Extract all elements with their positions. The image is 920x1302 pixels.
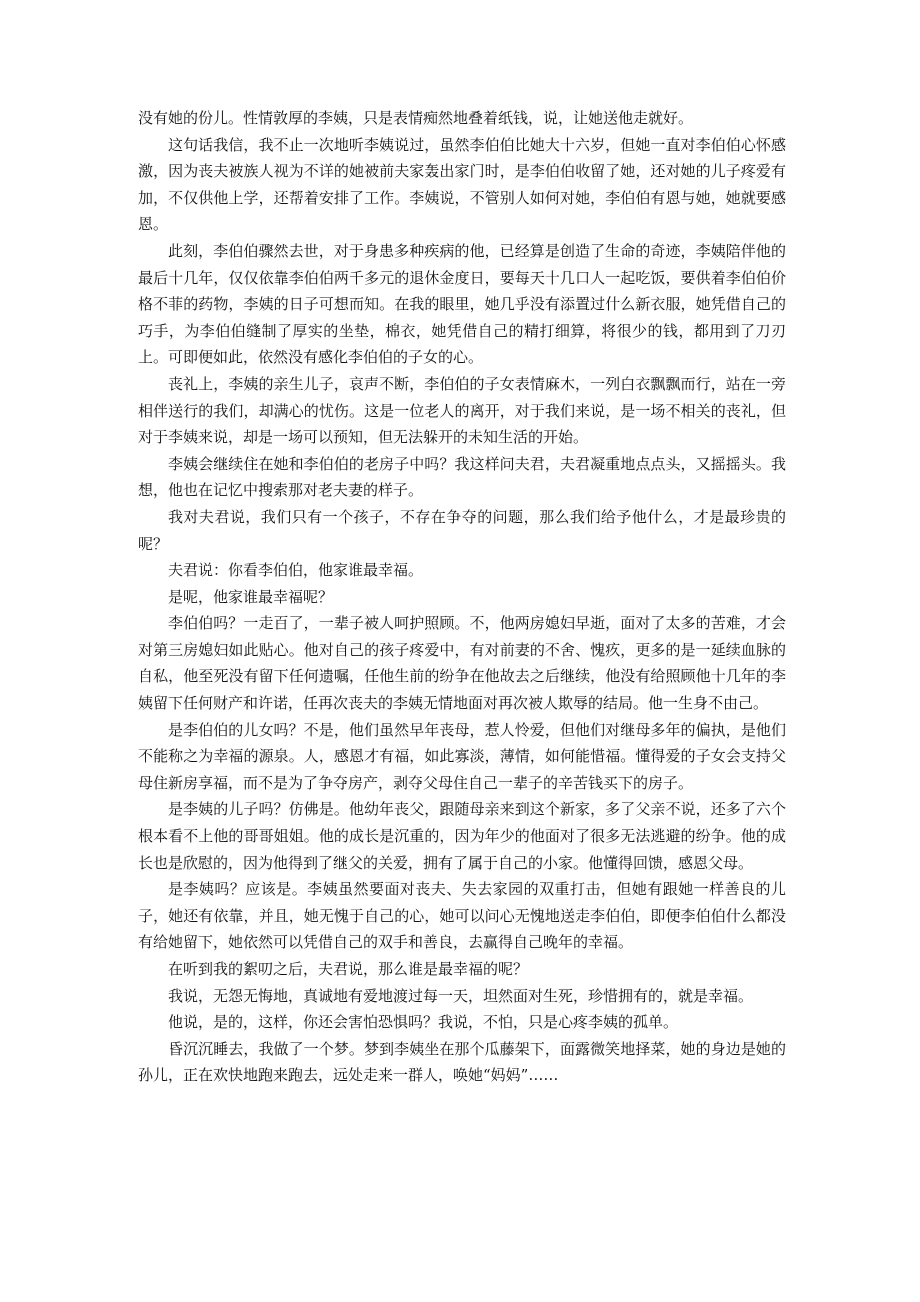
paragraph-6: 我对夫君说，我们只有一个孩子，不存在争夺的问题，那么我们给予他什么，才是最珍贵的呢？ [138,507,786,553]
paragraph-12: 是李姨吗？应该是。李姨虽然要面对丧夫、失去家园的双重打击，但她有跟她一样善良的儿子，她还有依靠，并且，她无愧于自己的心，她可以问心无愧地送走李伯伯，即便李伯伯什么都没有给她留下，她依然可以凭借自己的双手和善良，去赢得自己晚年的幸福。 [138,880,786,952]
paragraph-8: 是呢，他家谁最幸福呢？ [168,587,334,606]
paragraph-3: 此刻，李伯伯骤然去世，对于身患多种疾病的他，已经算是创造了生命的奇迹，李姨陪伴他的最后十几年，仅仅依靠李伯伯两千多元的退休金度日，要每天十几口人一起吃饭，要供着李伯伯价格不菲的药物，李姨的日子可想而知。在我的眼里，她几乎没有添置过什么新衣服，她凭借自己的巧手，为李伯伯缝制了厚实的坐垫，棉衣，她凭借自己的精打细算，将很少的钱，都用到了刀刃上。可即便如此，依然没有感化李伯伯的子女的心。 [138,241,786,367]
paragraph-14: 我说，无怨无悔地，真诚地有爱地渡过每一天，坦然面对生死，珍惜拥有的，就是幸福。 [168,986,754,1005]
paragraph-13: 在听到我的絮叨之后，夫君说，那么谁是最幸福的呢？ [168,960,529,978]
paragraph-11: 是李姨的儿子吗？仿佛是。他幼年丧父，跟随母亲来到这个新家，多了父亲不说，还多了六个根本看不上他的哥哥姐姐。他的成长是沉重的，因为年少的他面对了很多无法逃避的纷争。他的成长也是欣慰的，因为他得到了继父的关爱，拥有了属于自己的小家。他懂得回馈，感恩父母。 [138,800,786,872]
paragraph-5: 李姨会继续住在她和李伯伯的老房子中吗？我这样问夫君，夫君凝重地点点头，又摇摇头。我想，他也在记忆中搜索那对老夫妻的样子。 [138,454,786,500]
paragraph-16: 昏沉沉睡去，我做了一个梦。梦到李姨坐在那个瓜藤架下，面露微笑地择菜，她的身边是她的孙儿，正在欢快地跑来跑去，远处走来一群人，唤她“妈妈”…… [138,1039,786,1085]
paragraph-9: 李伯伯吗？一走百了，一辈子被人呵护照顾。不，他两房媳妇早逝，面对了太多的苦难，才会对第三房媳妇如此贴心。他对自己的孩子疼爱中，有对前妻的不舍、愧疚，更多的是一延续血脉的自私，他至死没有留下任何遗嘱，任他生前的纷争在他故去之后继续，他没有给照顾他十几年的李姨留下任何财产和许诺，任再次丧夫的李姨无情地面对再次被人欺辱的结局。他一生身不由己。 [138,614,786,713]
paragraph-1: 没有她的份儿。性情敦厚的李姨，只是表情痴然地叠着纸钱，说，让她送他走就好。 [138,109,694,127]
paragraph-2: 这句话我信，我不止一次地听李姨说过，虽然李伯伯比她大十六岁，但她一直对李伯伯心怀感激，因为丧夫被族人视为不详的她被前夫家轰出家门时，是李伯伯收留了她，还对她的儿子疼爱有加，不仅供他上学，还帮着安排了工作。李姨说，不管别人如何对她，李伯伯有恩与她，她就要感恩。 [138,135,786,234]
paragraph-7: 夫君说：你看李伯伯，他家谁最幸福。 [168,561,424,580]
paragraph-10: 是李伯伯的儿女吗？不是，他们虽然早年丧母，惹人怜爱，但他们对继母多年的偏执，是他们不能称之为幸福的源泉。人，感恩才有福，如此寡淡，薄情，如何能惜福。懂得爱的子女会支持父母住新房享福，而不是为了争夺房产，剥夺父母住自己一辈子的辛苦钱买下的房子。 [138,720,786,792]
paragraph-15: 他说，是的，这样，你还会害怕恐惧吗？我说，不怕，只是心疼李姨的孤单。 [168,1013,679,1032]
document-body [138,105,786,1089]
paragraph-4: 丧礼上，李姨的亲生儿子，哀声不断，李伯伯的子女表情麻木，一列白衣飘飘而行，站在一旁相伴送行的我们，却满心的忧伤。这是一位老人的离开，对于我们来说，是一场不相关的丧礼，但对于李姨来说，却是一场可以预知，但无法躲开的未知生活的开始。 [138,374,786,447]
